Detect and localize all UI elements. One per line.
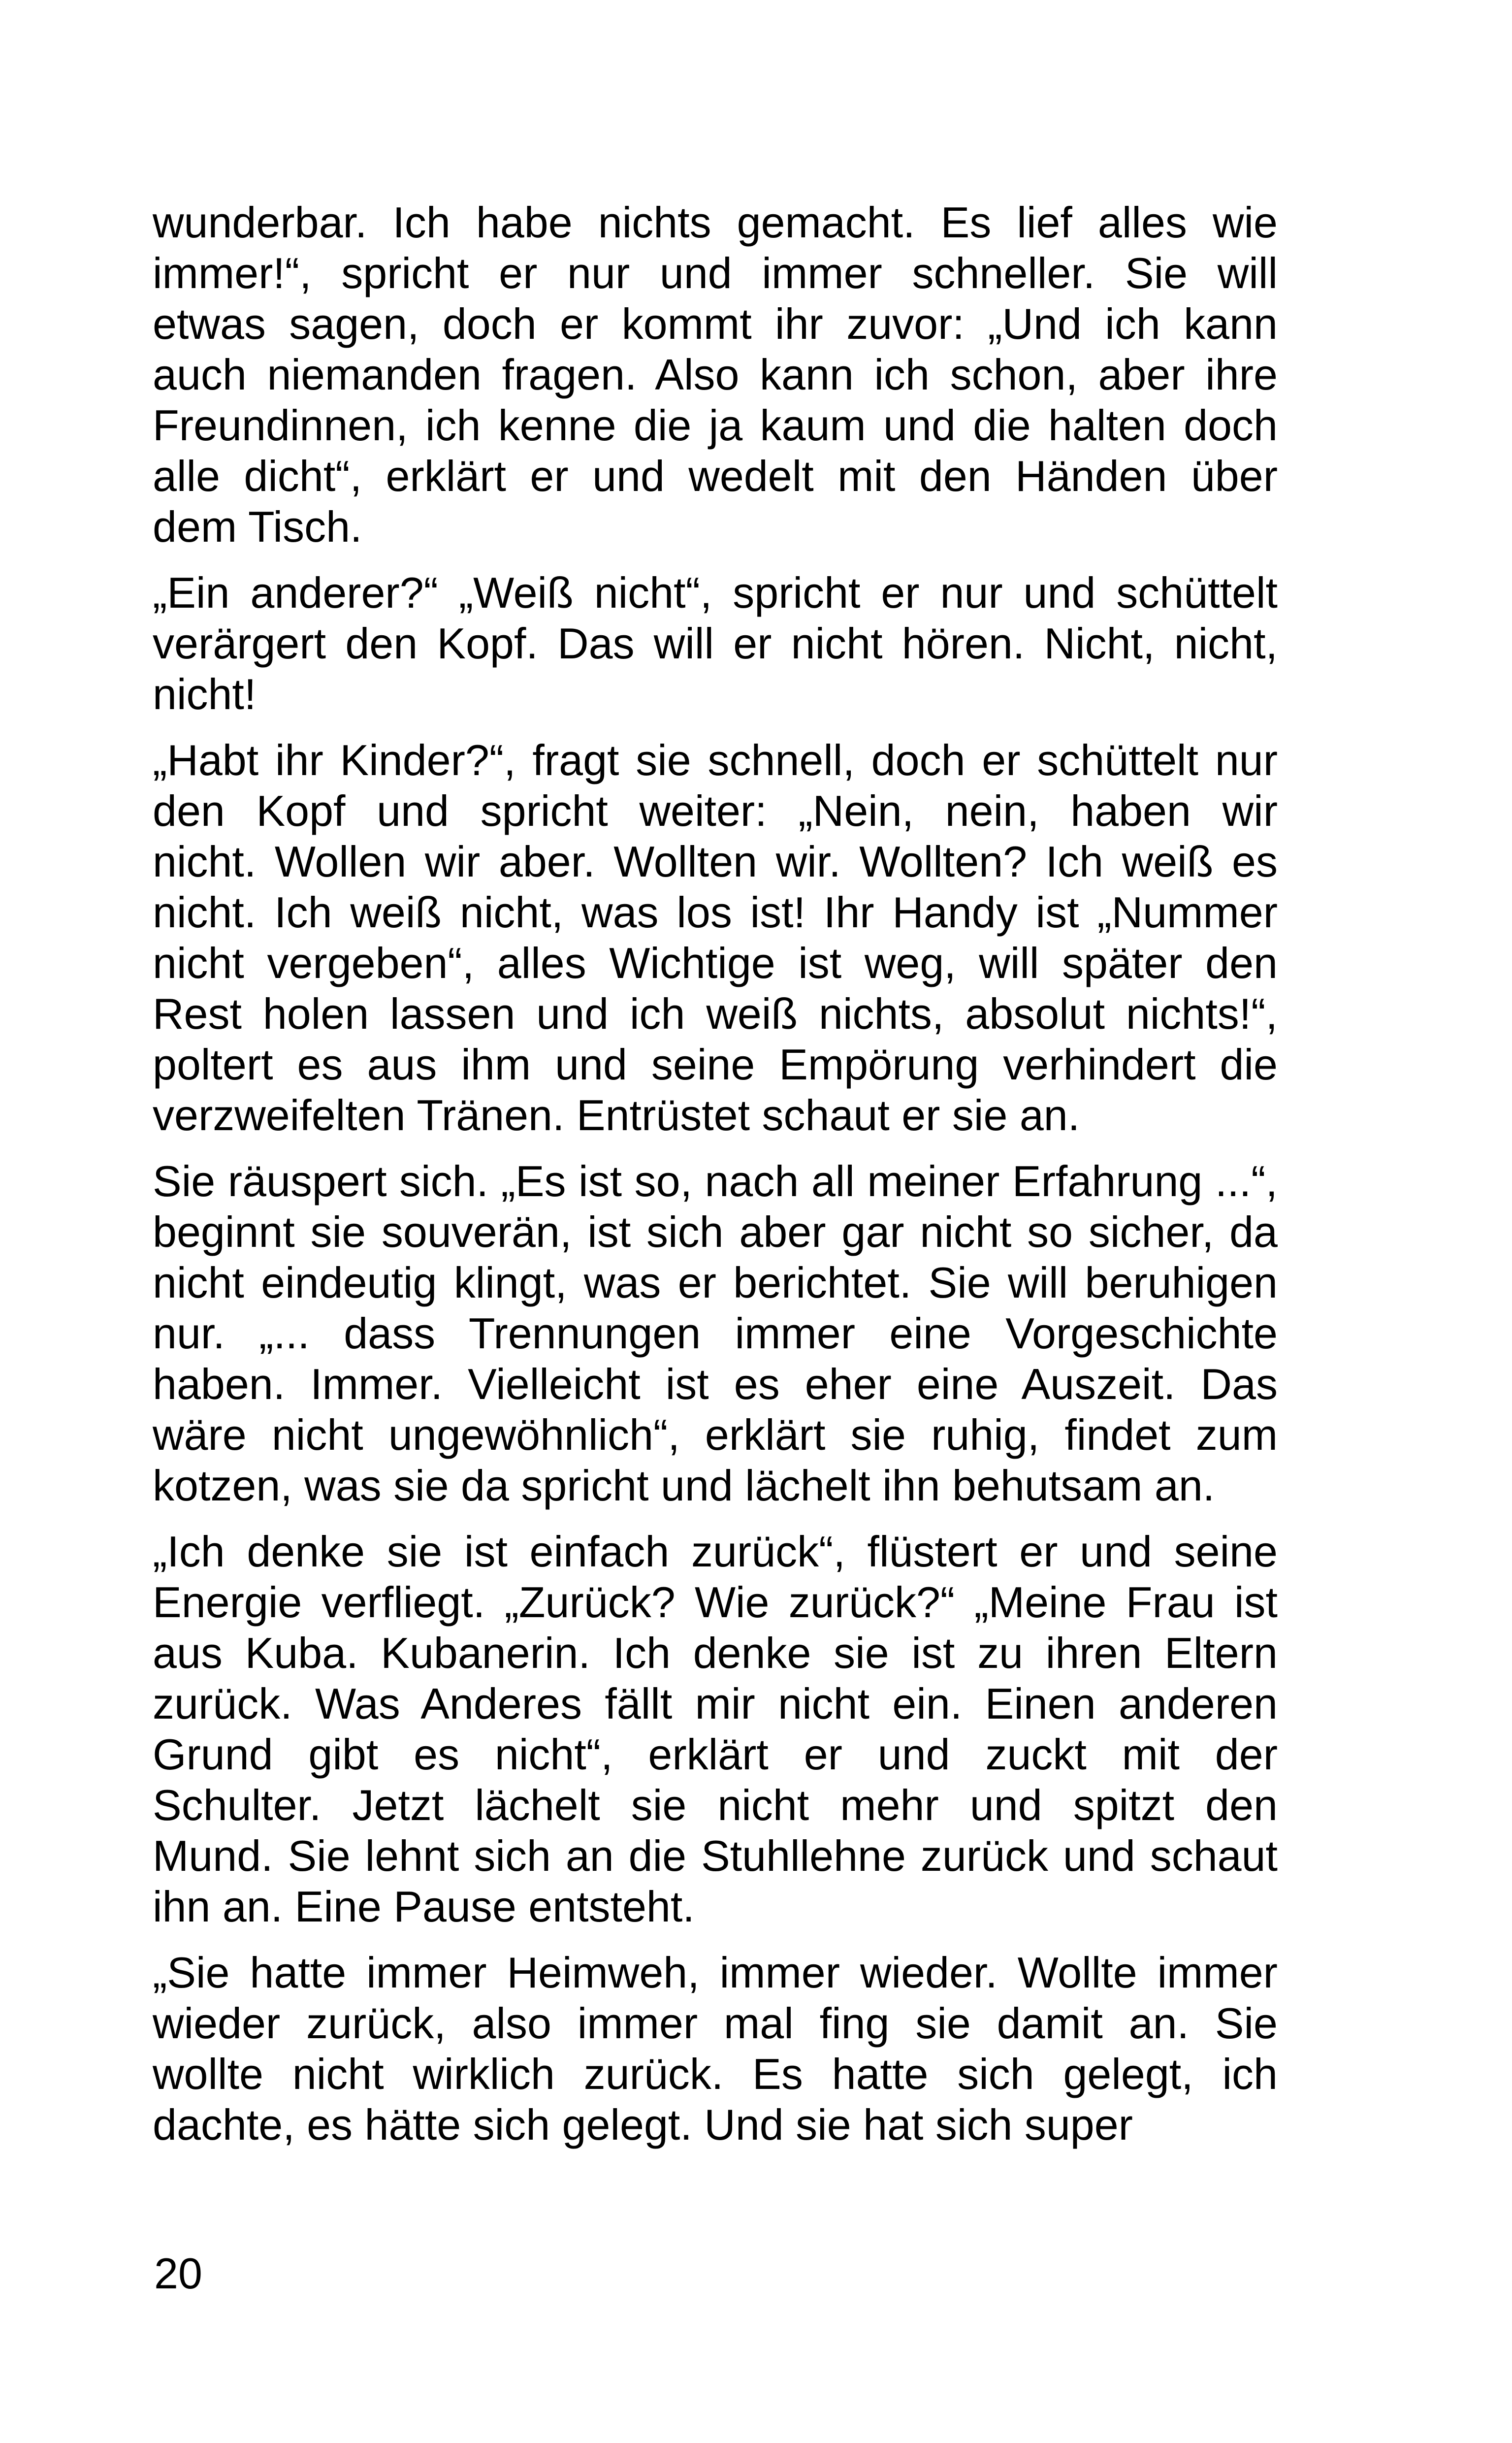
paragraph bbox=[153, 197, 1278, 552]
text-line: „Sie hatte immer Heimweh, immer wieder. Wollte immer bbox=[153, 1948, 1278, 1997]
text-line: nicht vergeben“, alles Wichtige ist weg, will später den bbox=[153, 939, 1278, 987]
text-line: beginnt sie souverän, ist sich aber gar nicht so sicher, da bbox=[153, 1207, 1278, 1256]
text-line: nicht eindeutig klingt, was er berichtet. Sie will beruhigen bbox=[153, 1258, 1278, 1307]
text-line: nicht. Wollen wir aber. Wollten wir. Wollten? Ich weiß es bbox=[153, 837, 1278, 886]
text-line: nicht. Ich weiß nicht, was los ist! Ihr Handy ist „Nummer bbox=[153, 888, 1278, 937]
text-line: nicht! bbox=[153, 670, 257, 718]
text-line: „Ich denke sie ist einfach zurück“, flüstert er und seine bbox=[153, 1527, 1278, 1576]
text-line: etwas sagen, doch er kommt ihr zuvor: „Und ich kann bbox=[153, 299, 1278, 348]
text-line: alle dicht“, erklärt er und wedelt mit den Händen über bbox=[153, 452, 1278, 500]
text-line: immer!“, spricht er nur und immer schneller. Sie will bbox=[153, 249, 1278, 297]
text-line: wäre nicht ungewöhnlich“, erklärt sie ruhig, findet zum bbox=[153, 1410, 1278, 1459]
text-line: Mund. Sie lehnt sich an die Stuhllehne zurück und schaut bbox=[153, 1831, 1278, 1880]
text-line: wunderbar. Ich habe nichts gemacht. Es lief alles wie bbox=[153, 198, 1278, 247]
text-line: verärgert den Kopf. Das will er nicht hören. Nicht, nicht, bbox=[153, 619, 1278, 668]
text-line: wieder zurück, also immer mal fing sie damit an. Sie bbox=[153, 1999, 1278, 2048]
text-line: Grund gibt es nicht“, erklärt er und zuckt mit der bbox=[153, 1730, 1278, 1779]
paragraph bbox=[153, 1947, 1278, 2150]
text-line: ihn an. Eine Pause entsteht. bbox=[153, 1882, 695, 1931]
text-line: Rest holen lassen und ich weiß nichts, absolut nichts!“, bbox=[153, 989, 1278, 1038]
text-line: kotzen, was sie da spricht und lächelt ihn behutsam an. bbox=[153, 1461, 1215, 1510]
text-line: zurück. Was Anderes fällt mir nicht ein. Einen anderen bbox=[153, 1679, 1278, 1728]
text-line: Sie räuspert sich. „Es ist so, nach all meiner Erfahrung ...“, bbox=[153, 1157, 1278, 1205]
text-line: verzweifelten Tränen. Entrüstet schaut er sie an. bbox=[153, 1091, 1080, 1140]
text-line: nur. „... dass Trennungen immer eine Vorgeschichte bbox=[153, 1309, 1278, 1358]
paragraph bbox=[153, 735, 1278, 1140]
text-line: aus Kuba. Kubanerin. Ich denke sie ist zu ihren Eltern bbox=[153, 1629, 1278, 1677]
text-line: Energie verfliegt. „Zurück? Wie zurück?“ „Meine Frau ist bbox=[153, 1578, 1278, 1627]
page-number: 20 bbox=[154, 2249, 202, 2298]
text-line: Schulter. Jetzt lächelt sie nicht mehr und spitzt den bbox=[153, 1781, 1278, 1829]
text-line: wollte nicht wirklich zurück. Es hatte sich gelegt, ich bbox=[153, 2050, 1278, 2098]
text-line: Freundinnen, ich kenne die ja kaum und die halten doch bbox=[153, 401, 1278, 450]
text-line: dem Tisch. bbox=[153, 502, 362, 551]
text-line: „Ein anderer?“ „Weiß nicht“, spricht er nur und schüttelt bbox=[153, 568, 1278, 617]
text-line: den Kopf und spricht weiter: „Nein, nein, haben wir bbox=[153, 786, 1278, 835]
paragraph bbox=[153, 1526, 1278, 1932]
paragraph bbox=[153, 567, 1278, 719]
text-line: auch niemanden fragen. Also kann ich schon, aber ihre bbox=[153, 350, 1278, 399]
text-line: haben. Immer. Vielleicht ist es eher eine Auszeit. Das bbox=[153, 1360, 1278, 1408]
text-line: poltert es aus ihm und seine Empörung verhindert die bbox=[153, 1040, 1278, 1089]
text-line: dachte, es hätte sich gelegt. Und sie hat sich super bbox=[153, 2100, 1133, 2149]
text-line: „Habt ihr Kinder?“, fragt sie schnell, doch er schüttelt nur bbox=[153, 736, 1278, 784]
paragraph bbox=[153, 1156, 1278, 1511]
page-text-block bbox=[153, 197, 1278, 2150]
